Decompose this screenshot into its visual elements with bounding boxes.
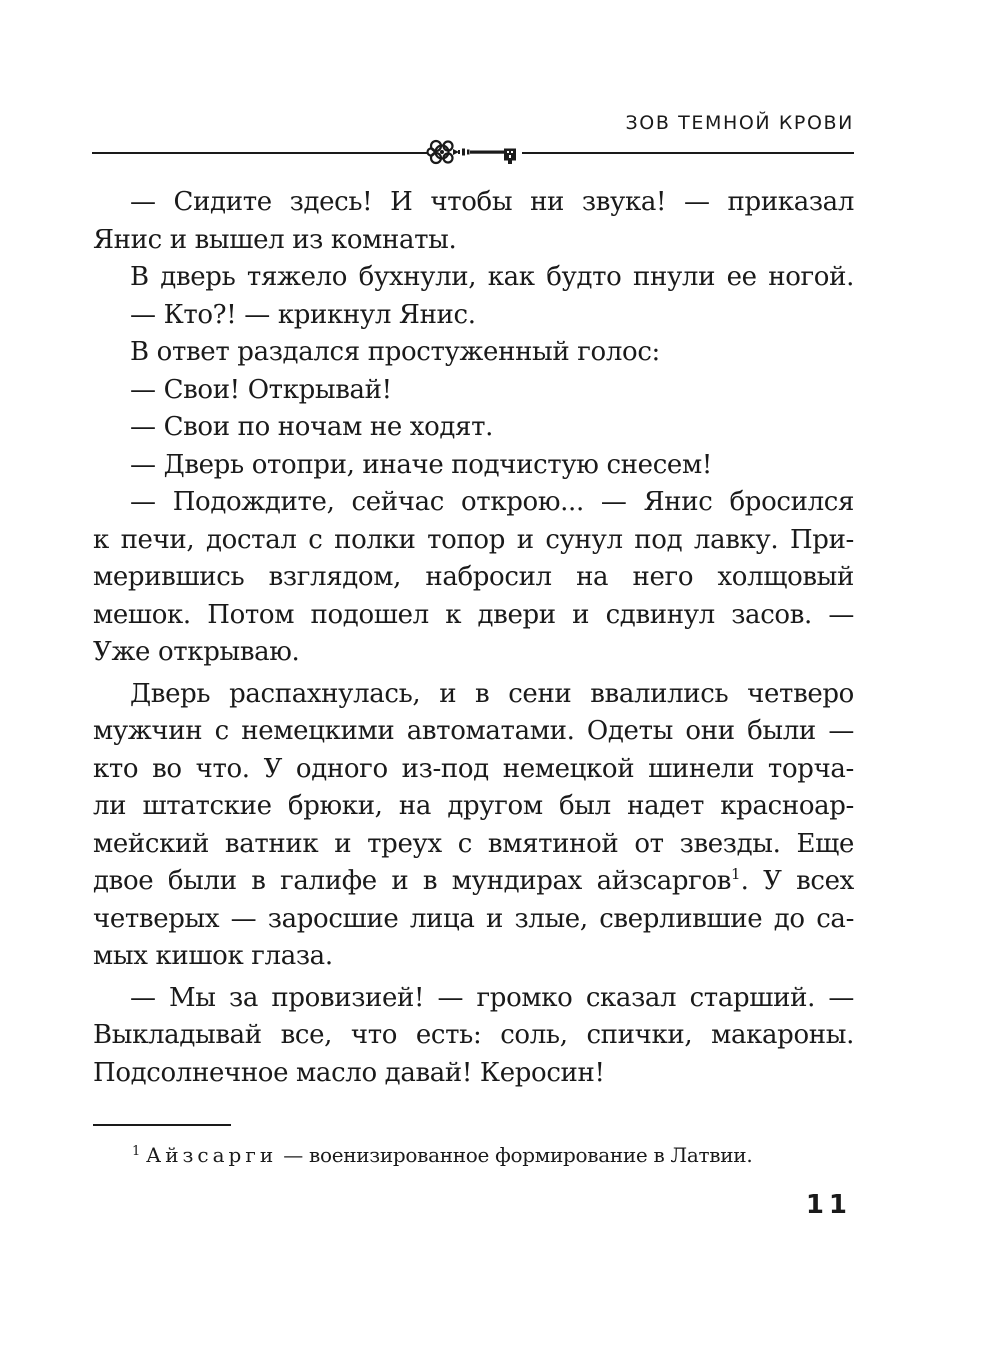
footnote-definition: — военизированное формирование в Латвии. [277, 1143, 753, 1167]
footnote [132, 1141, 752, 1169]
body-line: — Дверь отопри, иначе подчистую снесем! [130, 449, 712, 480]
body-line: четверых — заросшие лица и злые, сверлившие до са- [93, 903, 854, 934]
body-line-text: двое были в галифе и в мундирах айзсаргов [93, 866, 732, 896]
body-line: — Сидите здесь! И чтобы ни звука! — приказал [130, 187, 854, 217]
footnote-rule [93, 1124, 231, 1126]
footnote-ref: 1 [731, 865, 741, 883]
body-line: Подсолнечное масло давай! Керосин! [93, 1057, 605, 1088]
body-line: Дверь распахнулась, и в сени ввалились четверо [130, 678, 854, 709]
body-line: мужчин с немецкими автоматами. Одеты они были — [93, 716, 854, 746]
body-line: мых кишок глаза. [93, 941, 333, 971]
body-line-text: . У всех [740, 866, 854, 896]
body-line: Выкладывай все, что есть: соль, спички, макароны. [93, 1020, 854, 1050]
header-rule-right [522, 152, 854, 154]
body-line: к печи, достал с полки топор и сунул под лавку. При- [93, 524, 854, 555]
body-line [93, 863, 854, 901]
body-line: ли штатские брюки, на другом был надет красноар- [93, 791, 854, 821]
body-line: — Подождите, сейчас открою... — Янис бросился [130, 487, 854, 517]
body-line: В ответ раздался простуженный голос: [130, 337, 660, 367]
key-icon [426, 136, 524, 168]
body-line: — Кто?! — крикнул Янис. [130, 299, 476, 330]
body-line: Янис и вышел из комнаты. [93, 224, 457, 255]
body-line: кто во что. У одного из-под немецкой шинели торча- [93, 753, 854, 784]
body-line: мешок. Потом подошел к двери и сдвинул засов. — [93, 599, 854, 630]
body-line: — Свои! Открывай! [130, 374, 392, 405]
page-body [93, 184, 854, 1092]
body-line: В дверь тяжело бухнули, как будто пнули ее ногой. [130, 262, 854, 292]
body-line: Уже открываю. [93, 637, 300, 667]
page-number: 11 [805, 1190, 852, 1220]
body-line: — Мы за провизией! — громко сказал старший. — [130, 982, 854, 1013]
header-rule-left [92, 152, 428, 154]
body-line: — Свои по ночам не ходят. [130, 412, 494, 442]
body-line: мейский ватник и треух с вмятиной от звезды. Еще [93, 828, 854, 859]
footnote-marker: 1 [132, 1144, 140, 1159]
body-line: мерившись взглядом, набросил на него холщовый [93, 562, 854, 592]
running-head: ЗОВ ТЕМНОЙ КРОВИ [625, 112, 854, 134]
footnote-term: Айзсарги [146, 1143, 278, 1167]
